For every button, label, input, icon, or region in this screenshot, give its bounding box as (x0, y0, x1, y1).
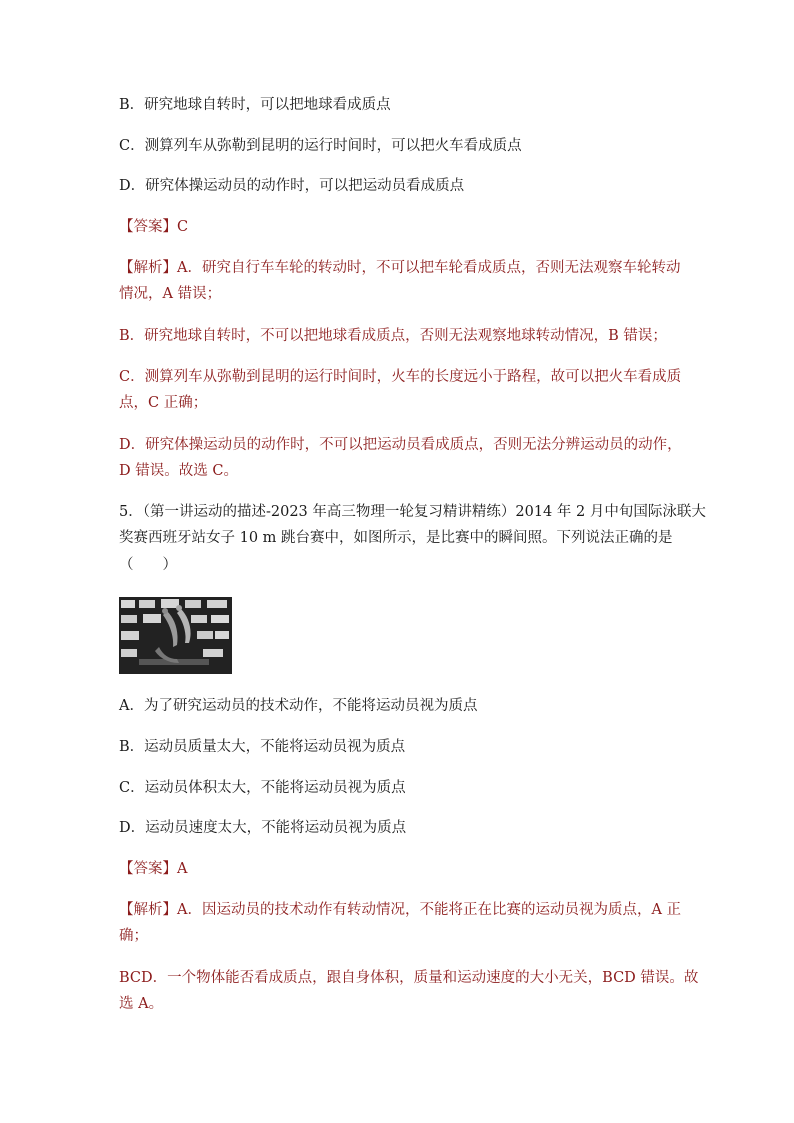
q4-option-b: B．研究地球自转时，可以把地球看成质点 (119, 97, 391, 113)
diving-photo (119, 597, 232, 674)
q5-analysis-line: 确； (119, 928, 148, 944)
q5-option-d: D．运动员速度太大，不能将运动员视为质点 (119, 820, 407, 836)
q4-answer: 【答案】C (119, 219, 189, 235)
q5-stem-line: （ ） (119, 557, 177, 573)
q5-stem-line: 奖赛西班牙站女子 10 m 跳台赛中，如图所示，是比赛中的瞬间照。下列说法正确的是 (119, 530, 673, 546)
q5-analysis-line: BCD．一个物体能否看成质点，跟自身体积，质量和运动速度的大小无关，BCD 错误。故 (119, 970, 699, 986)
q5-analysis-line: 【解析】A．因运动员的技术动作有转动情况，不能将正在比赛的运动员视为质点，A 正 (119, 902, 682, 918)
diving-photo-graphic (119, 597, 232, 674)
q5-stem-line: 5．（第一讲运动的描述-2023 年高三物理一轮复习精讲精练）2014 年 2 月中旬国际泳联大 (119, 504, 706, 520)
q5-option-c: C．运动员体积太大，不能将运动员视为质点 (119, 780, 406, 796)
q4-analysis-line: 情况，A 错误； (119, 286, 222, 302)
q4-analysis-line: 点，C 正确； (119, 395, 208, 411)
q4-analysis-line: D 错误。故选 C。 (119, 463, 238, 479)
q4-analysis-line: 【解析】A．研究自行车车轮的转动时，不可以把车轮看成质点，否则无法观察车轮转动 (119, 260, 681, 276)
q5-option-b: B．运动员质量太大，不能将运动员视为质点 (119, 739, 406, 755)
q4-analysis-line: B．研究地球自转时，不可以把地球看成质点，否则无法观察地球转动情况，B 错误； (119, 328, 667, 344)
q4-option-c: C．测算列车从弥勒到昆明的运行时间时，可以把火车看成质点 (119, 138, 522, 154)
q4-analysis-line: D．研究体操运动员的动作时，不可以把运动员看成质点，否则无法分辨运动员的动作， (119, 437, 682, 453)
q4-option-d: D．研究体操运动员的动作时，可以把运动员看成质点 (119, 178, 465, 194)
q4-analysis-line: C．测算列车从弥勒到昆明的运行时间时，火车的长度远小于路程，故可以把火车看成质 (119, 369, 682, 385)
q5-answer: 【答案】A (119, 861, 188, 877)
q5-analysis-line: 选 A。 (119, 996, 164, 1012)
q5-option-a: A．为了研究运动员的技术动作，不能将运动员视为质点 (119, 698, 478, 714)
